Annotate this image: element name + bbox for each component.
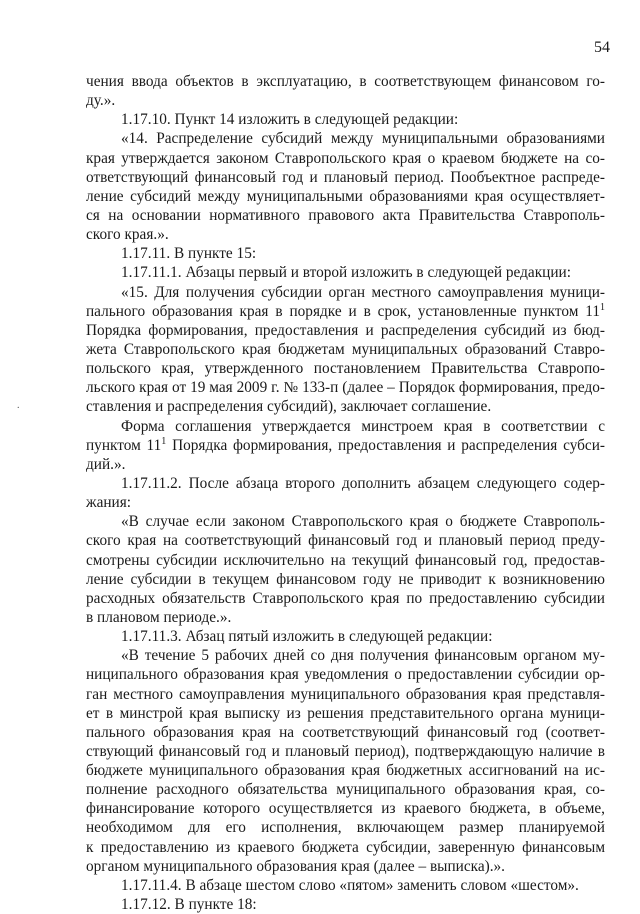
line-text-continued: Порядка формирования, предоставления и распределения субси- xyxy=(166,436,606,454)
text-line xyxy=(86,876,605,895)
line-text: жета Ставропольского края бюджетам муниципальных образований Ставро- xyxy=(86,340,605,358)
line-text: 1.17.11.1. Абзацы первый и второй изложить в следующей редакции: xyxy=(121,264,571,282)
text-line xyxy=(86,742,605,761)
line-text: 1.17.11.3. Абзац пятый изложить в следующей редакции: xyxy=(121,628,493,646)
text-line xyxy=(86,589,605,608)
text-line xyxy=(86,397,605,416)
text-line xyxy=(86,818,605,837)
line-text: края утверждается законом Ставропольского края о краевом бюджете на со- xyxy=(86,149,605,167)
line-text: ет в минстрой края выписку из решения представительного органа муници- xyxy=(86,704,605,722)
line-text: Форма соглашения утверждается минстроем края в соответствии с xyxy=(121,417,605,435)
text-line xyxy=(86,187,605,206)
text-line xyxy=(86,704,605,723)
line-text: органом муниципального образования края (далее – выписка).». xyxy=(86,857,505,875)
line-text: жания: xyxy=(86,494,132,512)
text-line xyxy=(86,665,605,684)
line-text: ган местного самоуправления муниципального образования края представля- xyxy=(86,685,605,703)
text-line xyxy=(86,263,605,282)
line-text: полнение расходного обязательства муниципального образования края, со- xyxy=(86,781,605,799)
text-line xyxy=(86,608,605,627)
text-line xyxy=(86,761,605,780)
line-text: 1.17.12. В пункте 18: xyxy=(121,896,257,914)
text-line xyxy=(86,168,605,187)
text-line xyxy=(86,244,605,263)
text-line xyxy=(86,206,605,225)
text-line xyxy=(86,417,605,436)
line-text: польского края, утвержденного постановлением Правительства Ставропо- xyxy=(86,360,605,378)
line-text: ся на основании нормативного правового акта Правительства Ставрополь- xyxy=(86,206,605,224)
line-text: 1.17.10. Пункт 14 изложить в следующей редакции: xyxy=(121,111,459,129)
text-line xyxy=(86,378,605,397)
text-line xyxy=(86,455,605,474)
superscript: 1 xyxy=(600,301,605,313)
line-text: льского края от 19 мая 2009 г. № 133-п (далее – Порядок формирования, предо- xyxy=(86,379,605,397)
line-text: Порядка формирования, предоставления и распределения субсидий из бюд- xyxy=(86,321,605,339)
text-line xyxy=(86,91,605,110)
line-text: чения ввода объектов в эксплуатацию, в соответствующем финансовом го- xyxy=(86,73,605,90)
line-text: ского края.». xyxy=(86,226,169,244)
line-text: к предоставлению из краевого бюджета субсидии, заверенную финансовым xyxy=(86,838,605,856)
line-text: ского края на соответствующий финансовый год и плановый период преду- xyxy=(86,532,605,550)
superscript: 1 xyxy=(161,435,167,447)
text-line xyxy=(86,838,605,857)
text-line xyxy=(86,799,605,818)
text-line xyxy=(86,149,605,168)
text-line xyxy=(86,474,605,493)
text-line xyxy=(86,225,605,244)
line-text: 1.17.11. В пункте 15: xyxy=(121,245,257,263)
line-text: необходимом для его исполнения, включающем размер планируемой xyxy=(86,819,605,837)
text-line xyxy=(86,436,605,455)
text-line xyxy=(86,551,605,570)
line-text: ставления и распределения субсидий), заключает соглашение. xyxy=(86,398,492,416)
text-line xyxy=(86,512,605,531)
text-line xyxy=(86,321,605,340)
line-text: ответствующий финансовый год и плановый период. Пообъектное распреде- xyxy=(86,168,605,186)
text-line xyxy=(86,283,605,302)
document-body xyxy=(86,72,605,914)
line-text: в плановом периоде.». xyxy=(86,608,232,626)
line-text: ление субсидии в текущем финансовом году не приводит к возникновению xyxy=(86,570,605,588)
text-line xyxy=(86,646,605,665)
text-line xyxy=(86,531,605,550)
line-text: «В течение 5 рабочих дней со дня получения финансовым органом му- xyxy=(121,647,605,665)
line-text: дий.». xyxy=(86,455,126,473)
text-line xyxy=(86,723,605,742)
line-text: «15. Для получения субсидии орган местного самоуправления муници- xyxy=(121,283,605,301)
line-text: ление субсидий между муниципальными образованиями края осуществляет- xyxy=(86,187,605,205)
line-text: 1.17.11.2. После абзаца второго дополнить абзацем следующего содер- xyxy=(121,474,605,492)
line-text: финансирование которого осуществляется из краевого бюджета, в объеме, xyxy=(86,800,605,818)
line-text: пального образования края в порядке и в срок, установленные пунктом 11 xyxy=(86,302,600,320)
text-line xyxy=(86,129,605,148)
text-line xyxy=(86,570,605,589)
line-text: расходных обязательств Ставропольского края по предоставлению субсидии xyxy=(86,589,605,607)
text-line xyxy=(86,359,605,378)
text-line xyxy=(86,340,605,359)
line-text: пунктом 11 xyxy=(86,436,162,454)
text-line xyxy=(86,302,605,321)
line-text: «14. Распределение субсидий между муниципальными образованиями xyxy=(121,130,605,148)
text-line xyxy=(86,685,605,704)
line-text: «В случае если законом Ставропольского края о бюджете Ставрополь- xyxy=(121,513,605,531)
line-text: ствующий финансовый год и плановый период), подтверждающую наличие в xyxy=(86,742,605,760)
line-text: бюджете муниципального образования края бюджетных ассигнований на ис- xyxy=(86,762,605,780)
text-line xyxy=(86,72,605,91)
line-text: ду.». xyxy=(86,92,116,110)
line-text: пального образования края на соответствующий финансовый год (соответ- xyxy=(86,723,605,741)
text-line xyxy=(86,493,605,512)
page-number: 54 xyxy=(594,39,610,56)
margin-mark: . xyxy=(17,400,20,411)
text-line xyxy=(86,780,605,799)
line-text: 1.17.11.4. В абзаце шестом слово «пятом» заменить словом «шестом». xyxy=(121,876,579,894)
line-text: смотрены субсидии исключительно на текущий финансовый год, предостав- xyxy=(86,551,605,569)
text-line xyxy=(86,857,605,876)
line-text: ниципального образования края уведомления о предоставлении субсидии ор- xyxy=(86,666,605,684)
text-line xyxy=(86,110,605,129)
text-line xyxy=(86,627,605,646)
